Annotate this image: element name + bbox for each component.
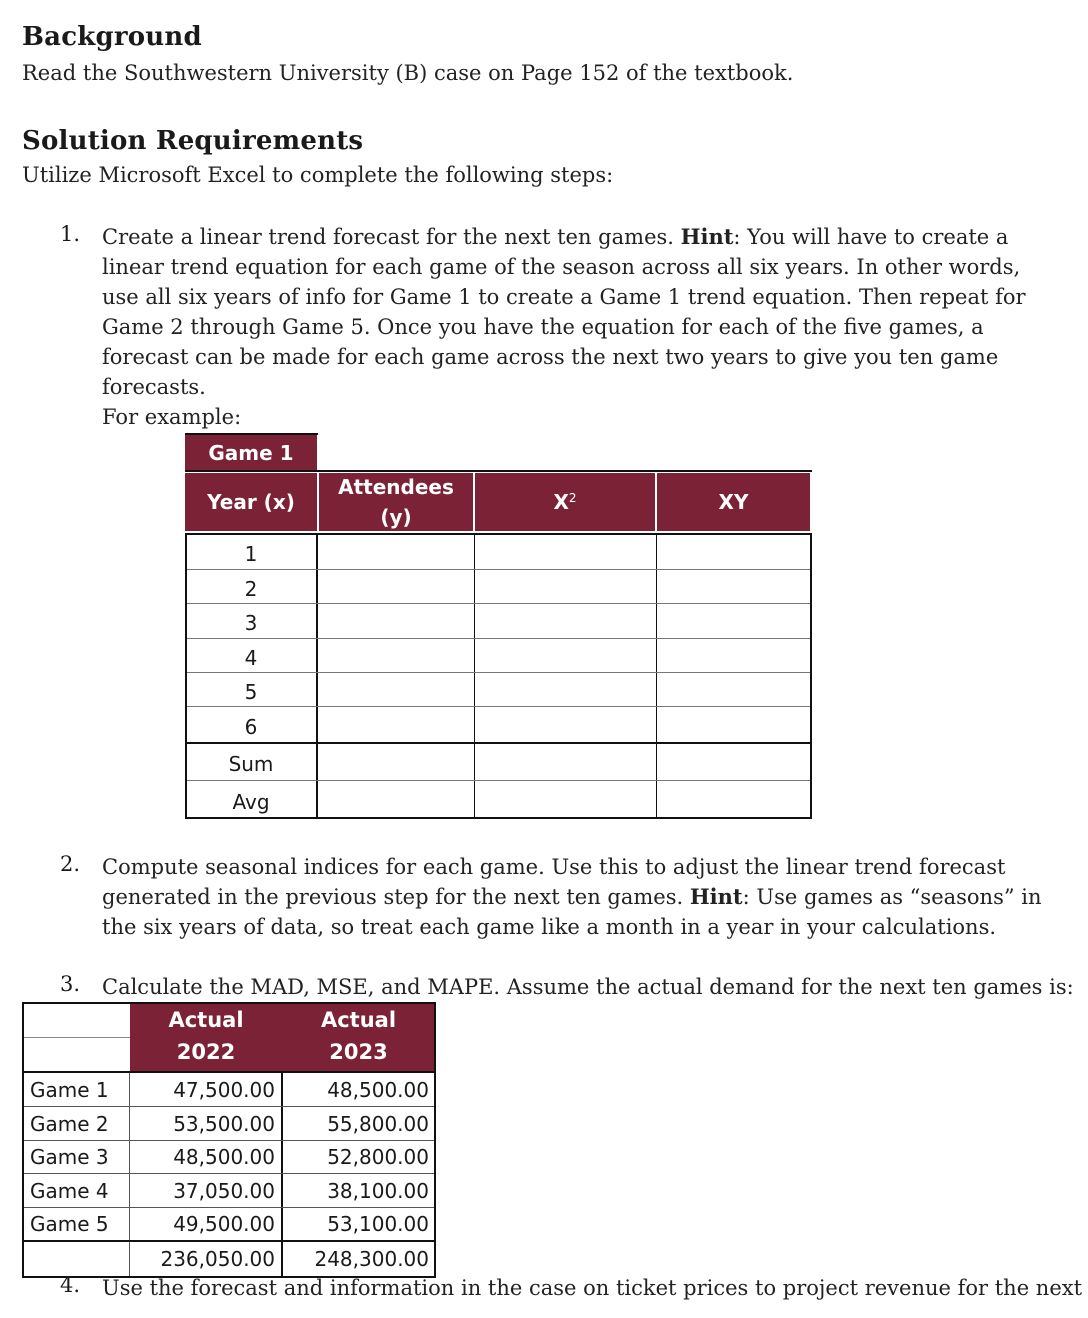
- header-x2-base: X: [553, 490, 569, 514]
- step-2-number: 2.: [60, 852, 81, 876]
- background-text: Read the Southwestern University (B) case on Page 152 of the textbook.: [22, 61, 794, 85]
- step-1-number: 1.: [60, 222, 81, 246]
- step-2-text: [102, 852, 1052, 942]
- header-attendees: [319, 473, 473, 531]
- step-1-text-before: Create a linear trend forecast for the next ten games.: [102, 225, 681, 249]
- example-label: For example:: [102, 405, 242, 429]
- actual-2023-value: 52,800.00: [327, 1145, 429, 1169]
- actual-2023-value: 38,100.00: [327, 1179, 429, 1203]
- game-label: Game 2: [30, 1112, 109, 1136]
- solution-intro: Utilize Microsoft Excel to complete the following steps:: [22, 163, 614, 187]
- game-label: Game 3: [30, 1145, 109, 1169]
- year-row-sum: Sum: [228, 752, 274, 776]
- actual-2022-value: 47,500.00: [173, 1078, 275, 1102]
- year-row-6: 6: [244, 715, 258, 739]
- header-x2-sup: 2: [568, 491, 577, 505]
- step-4-number: 4.: [60, 1273, 81, 1297]
- step-1-hint-label: Hint: [680, 224, 734, 249]
- year-row-4: 4: [244, 646, 258, 670]
- example-title: Game 1: [185, 435, 317, 471]
- actual-2022-value: 53,500.00: [173, 1112, 275, 1136]
- step-4-text: Use the forecast and information in the case on ticket prices to project revenue for the next: [102, 1276, 1083, 1300]
- step-2-text-after: : Use games as “seasons” in the six years of data, so treat each game like a month in a year in your calculations.: [102, 885, 1042, 939]
- step-3-text: Calculate the MAD, MSE, and MAPE. Assume the actual demand for the next ten games is:: [102, 975, 1074, 999]
- header-actual-2022: [130, 1003, 282, 1071]
- actual-2022-value: 48,500.00: [173, 1145, 275, 1169]
- total-2023-value: 248,300.00: [314, 1247, 429, 1271]
- actual-2022-value: 37,050.00: [173, 1179, 275, 1203]
- step-3-number: 3.: [60, 972, 81, 996]
- actual-2023-value: 53,100.00: [327, 1212, 429, 1236]
- step-1-text: [102, 222, 1052, 402]
- header-actual-2022-line1: Actual: [168, 1008, 244, 1032]
- year-row-avg: Avg: [232, 790, 270, 814]
- header-xy: XY: [657, 473, 810, 531]
- year-row-5: 5: [244, 680, 258, 704]
- step-2-text-before: Compute seasonal indices for each game. Use this to adjust the linear trend forecast generated in the previous step for the next ten games.: [102, 855, 1006, 909]
- game-label: Game 5: [30, 1212, 109, 1236]
- header-x2: [475, 473, 655, 531]
- background-heading: Background: [22, 22, 202, 52]
- year-row-3: 3: [244, 611, 258, 635]
- header-actual-2022-line2: 2022: [176, 1040, 236, 1064]
- header-actual-2023-line2: 2023: [329, 1040, 388, 1064]
- year-row-2: 2: [244, 577, 258, 601]
- header-actual-2023-line1: Actual: [320, 1008, 397, 1032]
- year-row-1: 1: [244, 542, 258, 566]
- header-actual-2023: [282, 1003, 435, 1071]
- game-label: Game 1: [30, 1078, 109, 1102]
- solution-heading: Solution Requirements: [22, 126, 364, 156]
- actual-2023-value: 55,800.00: [327, 1112, 429, 1136]
- actual-2023-value: 48,500.00: [327, 1078, 429, 1102]
- actual-2022-value: 49,500.00: [173, 1212, 275, 1236]
- header-attendees-line2: (y): [380, 505, 412, 529]
- step-1-text-after: : You will have to create a linear trend equation for each game of the season across all six years. In other words, use all six years of info for Game 1 to create a Game 1 trend equation. Then repeat for Game 2 through Game 5. Once you have the equation for each of the five games, a forecast can be made for each game across the next two years to give you ten game forecasts.: [102, 225, 1026, 399]
- total-2022-value: 236,050.00: [160, 1247, 275, 1271]
- step-2-hint-label: Hint: [689, 884, 743, 909]
- header-year: Year (x): [185, 473, 317, 531]
- header-attendees-line1: Attendees: [338, 475, 454, 499]
- game-label: Game 4: [30, 1179, 109, 1203]
